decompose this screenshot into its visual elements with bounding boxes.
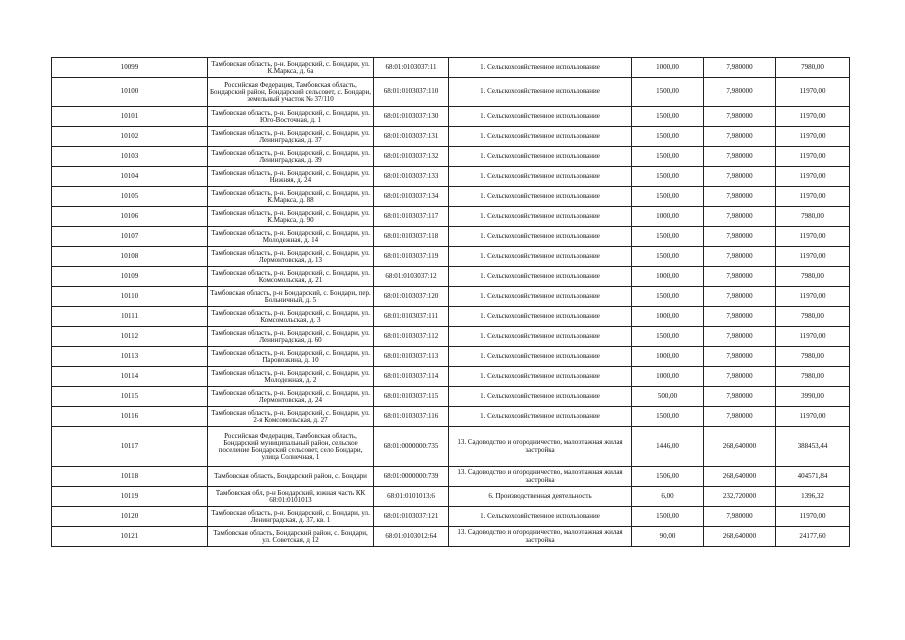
address-cell: Тамбовская область, р-н. Бондарский, с. Бондари, ул. 2-я Комсомольская, д. 27 <box>208 407 374 427</box>
address-cell: Тамбовская область, р-н. Бондарский, с. Бондари, ул. К.Маркса, д. 90 <box>208 207 374 227</box>
cadastral-value-cell: 11970,00 <box>776 167 850 187</box>
land-use-cell: 1. Сельскохозяйственное использование <box>449 347 632 367</box>
table-row <box>52 327 850 347</box>
row-id-cell: 10109 <box>52 267 208 287</box>
cadastral-value-cell: 11970,00 <box>776 187 850 207</box>
table-row <box>52 347 850 367</box>
specific-value-cell: 7,980000 <box>704 58 776 78</box>
row-id-cell: 10113 <box>52 347 208 367</box>
table-row <box>52 307 850 327</box>
row-id-cell: 10120 <box>52 507 208 527</box>
specific-value-cell: 7,980000 <box>704 327 776 347</box>
area-cell: 1500,00 <box>632 407 704 427</box>
area-cell: 1500,00 <box>632 147 704 167</box>
cadastral-value-table-page <box>51 57 849 547</box>
area-cell: 1500,00 <box>632 327 704 347</box>
land-use-cell: 1. Сельскохозяйственное использование <box>449 227 632 247</box>
row-id-cell: 10117 <box>52 427 208 467</box>
row-id-cell: 10110 <box>52 287 208 307</box>
specific-value-cell: 7,980000 <box>704 507 776 527</box>
row-id-cell: 10116 <box>52 407 208 427</box>
cadastral-number-cell: 68:01:0103037:11 <box>374 58 449 78</box>
land-use-cell: 1. Сельскохозяйственное использование <box>449 207 632 227</box>
land-use-cell: 1. Сельскохозяйственное использование <box>449 247 632 267</box>
land-use-cell: 6. Производственная деятельность <box>449 487 632 507</box>
area-cell: 1000,00 <box>632 207 704 227</box>
area-cell: 6,00 <box>632 487 704 507</box>
row-id-cell: 10114 <box>52 367 208 387</box>
address-cell: Тамбовская область, р-н. Бондарский, с. Бондари, ул. Комсомольская, д. 21 <box>208 267 374 287</box>
area-cell: 1500,00 <box>632 127 704 147</box>
cadastral-value-cell: 3990,00 <box>776 387 850 407</box>
cadastral-value-cell: 388453,44 <box>776 427 850 467</box>
row-id-cell: 10104 <box>52 167 208 187</box>
table-row <box>52 427 850 467</box>
land-use-cell: 1. Сельскохозяйственное использование <box>449 507 632 527</box>
row-id-cell: 10099 <box>52 58 208 78</box>
area-cell: 1500,00 <box>632 507 704 527</box>
row-id-cell: 10118 <box>52 467 208 487</box>
cadastral-value-cell: 11970,00 <box>776 127 850 147</box>
cadastral-number-cell: 68:01:0000000:735 <box>374 427 449 467</box>
cadastral-value-cell: 11970,00 <box>776 507 850 527</box>
row-id-cell: 10105 <box>52 187 208 207</box>
cadastral-value-cell: 11970,00 <box>776 107 850 127</box>
address-cell: Тамбовская область, р-н. Бондарский, с. Бондари, ул. Паровозкина, д. 10 <box>208 347 374 367</box>
table-row <box>52 227 850 247</box>
land-use-cell: 1. Сельскохозяйственное использование <box>449 367 632 387</box>
area-cell: 1500,00 <box>632 187 704 207</box>
land-use-cell: 1. Сельскохозяйственное использование <box>449 287 632 307</box>
address-cell: Тамбовская область, р-н. Бондарский, с. Бондари, ул. Молодежная, д. 14 <box>208 227 374 247</box>
table-row <box>52 387 850 407</box>
land-use-cell: 1. Сельскохозяйственное использование <box>449 327 632 347</box>
land-use-cell: 1. Сельскохозяйственное использование <box>449 167 632 187</box>
specific-value-cell: 7,980000 <box>704 367 776 387</box>
cadastral-value-cell: 7980,00 <box>776 347 850 367</box>
specific-value-cell: 7,980000 <box>704 387 776 407</box>
area-cell: 1500,00 <box>632 227 704 247</box>
specific-value-cell: 7,980000 <box>704 267 776 287</box>
row-id-cell: 10112 <box>52 327 208 347</box>
cadastral-number-cell: 68:01:0103037:134 <box>374 187 449 207</box>
cadastral-number-cell: 68:01:0103037:119 <box>374 247 449 267</box>
land-use-cell: 1. Сельскохозяйственное использование <box>449 407 632 427</box>
table-row <box>52 507 850 527</box>
specific-value-cell: 7,980000 <box>704 187 776 207</box>
cadastral-number-cell: 68:01:0103037:132 <box>374 147 449 167</box>
address-cell: Тамбовская область, р-н. Бондарский, с. Бондари, ул. Ленинградская, д. 60 <box>208 327 374 347</box>
address-cell: Тамбовская область, р-н. Бондарский, с. Бондари, ул. Ленинградская, д. 37, кв. 1 <box>208 507 374 527</box>
cadastral-value-cell: 24177,60 <box>776 527 850 547</box>
row-id-cell: 10119 <box>52 487 208 507</box>
area-cell: 1506,00 <box>632 467 704 487</box>
address-cell: Тамбовская область, р-н. Бондарский, с. Бондари, ул. Комсомольская, д. 3 <box>208 307 374 327</box>
cadastral-number-cell: 68:01:0103037:130 <box>374 107 449 127</box>
cadastral-number-cell: 68:01:0101013:6 <box>374 487 449 507</box>
cadastral-number-cell: 68:01:0103037:116 <box>374 407 449 427</box>
table-row <box>52 267 850 287</box>
specific-value-cell: 7,980000 <box>704 147 776 167</box>
cadastral-value-cell: 7980,00 <box>776 267 850 287</box>
table-row <box>52 487 850 507</box>
table-row <box>52 167 850 187</box>
area-cell: 1000,00 <box>632 58 704 78</box>
land-use-cell: 1. Сельскохозяйственное использование <box>449 127 632 147</box>
land-use-cell: 1. Сельскохозяйственное использование <box>449 387 632 407</box>
row-id-cell: 10106 <box>52 207 208 227</box>
land-use-cell: 13. Садоводство и огородничество, малоэтажная жилая застройка <box>449 427 632 467</box>
cadastral-number-cell: 68:01:0103037:12 <box>374 267 449 287</box>
specific-value-cell: 232,720000 <box>704 487 776 507</box>
area-cell: 1446,00 <box>632 427 704 467</box>
area-cell: 1500,00 <box>632 167 704 187</box>
table-row <box>52 147 850 167</box>
area-cell: 1000,00 <box>632 347 704 367</box>
specific-value-cell: 7,980000 <box>704 347 776 367</box>
area-cell: 1500,00 <box>632 247 704 267</box>
row-id-cell: 10111 <box>52 307 208 327</box>
address-cell: Тамбовская область, р-н. Бондарский, с. Бондари, ул. Молодежная, д. 2 <box>208 367 374 387</box>
row-id-cell: 10115 <box>52 387 208 407</box>
cadastral-value-cell: 7980,00 <box>776 307 850 327</box>
area-cell: 500,00 <box>632 387 704 407</box>
area-cell: 1500,00 <box>632 78 704 107</box>
address-cell: Тамбовская область, р-н. Бондарский, с. Бондари, ул. К.Маркса, д. 6а <box>208 58 374 78</box>
address-cell: Тамбовская область, р-н. Бондарский, с. Бондари, ул. Ленинградская, д. 37 <box>208 127 374 147</box>
cadastral-value-cell: 11970,00 <box>776 327 850 347</box>
specific-value-cell: 7,980000 <box>704 307 776 327</box>
land-use-cell: 1. Сельскохозяйственное использование <box>449 147 632 167</box>
specific-value-cell: 7,980000 <box>704 167 776 187</box>
area-cell: 90,00 <box>632 527 704 547</box>
row-id-cell: 10103 <box>52 147 208 167</box>
cadastral-number-cell: 68:01:0103037:112 <box>374 327 449 347</box>
cadastral-number-cell: 68:01:0103037:121 <box>374 507 449 527</box>
area-cell: 1500,00 <box>632 107 704 127</box>
cadastral-value-cell: 11970,00 <box>776 407 850 427</box>
cadastral-value-cell: 11970,00 <box>776 287 850 307</box>
table-row <box>52 187 850 207</box>
specific-value-cell: 7,980000 <box>704 227 776 247</box>
cadastral-number-cell: 68:01:0103037:120 <box>374 287 449 307</box>
address-cell: Тамбовская область, р-н. Бондарский, с. Бондари, ул. Ленинградская, д. 39 <box>208 147 374 167</box>
specific-value-cell: 7,980000 <box>704 207 776 227</box>
cadastral-value-cell: 11970,00 <box>776 78 850 107</box>
table-row <box>52 107 850 127</box>
table-row <box>52 78 850 107</box>
address-cell: Тамбовская область, р-н. Бондарский, с. Бондари, ул. Лермонтовская, д. 24 <box>208 387 374 407</box>
address-cell: Тамбовская область, Бондарский район, с. Бондари, ул. Советская, д 12 <box>208 527 374 547</box>
land-use-cell: 1. Сельскохозяйственное использование <box>449 58 632 78</box>
table-row <box>52 367 850 387</box>
cadastral-value-cell: 404571,84 <box>776 467 850 487</box>
cadastral-number-cell: 68:01:0103037:113 <box>374 347 449 367</box>
cadastral-number-cell: 68:01:0000000:739 <box>374 467 449 487</box>
cadastral-number-cell: 68:01:0103037:118 <box>374 227 449 247</box>
specific-value-cell: 7,980000 <box>704 247 776 267</box>
cadastral-value-cell: 11970,00 <box>776 147 850 167</box>
cadastral-value-cell: 11970,00 <box>776 227 850 247</box>
row-id-cell: 10121 <box>52 527 208 547</box>
row-id-cell: 10107 <box>52 227 208 247</box>
table-row <box>52 527 850 547</box>
table-body <box>52 58 850 547</box>
cadastral-number-cell: 68:01:0103037:115 <box>374 387 449 407</box>
table-row <box>52 467 850 487</box>
land-use-cell: 13. Садоводство и огородничество, малоэтажная жилая застройка <box>449 527 632 547</box>
area-cell: 1000,00 <box>632 367 704 387</box>
address-cell: Тамбовская область, р-н. Бондарский, с. Бондари, ул. Нижняя, д. 24 <box>208 167 374 187</box>
table-row <box>52 58 850 78</box>
specific-value-cell: 7,980000 <box>704 78 776 107</box>
area-cell: 1000,00 <box>632 267 704 287</box>
land-use-cell: 1. Сельскохозяйственное использование <box>449 267 632 287</box>
area-cell: 1000,00 <box>632 307 704 327</box>
row-id-cell: 10101 <box>52 107 208 127</box>
cadastral-value-cell: 7980,00 <box>776 207 850 227</box>
cadastral-number-cell: 68:01:0103037:110 <box>374 78 449 107</box>
table-row <box>52 127 850 147</box>
cadastral-number-cell: 68:01:0103012:64 <box>374 527 449 547</box>
cadastral-number-cell: 68:01:0103037:133 <box>374 167 449 187</box>
land-use-cell: 1. Сельскохозяйственное использование <box>449 107 632 127</box>
address-cell: Тамбовская область, Бондарский район, с. Бондари <box>208 467 374 487</box>
address-cell: Российская Федерация, Тамбовская область, Бондарский район, Бондарский сельсовет, с. Бондари, земельный участок № 37/110 <box>208 78 374 107</box>
specific-value-cell: 7,980000 <box>704 407 776 427</box>
cadastral-value-cell: 7980,00 <box>776 58 850 78</box>
table-row <box>52 287 850 307</box>
address-cell: Тамбовская область, р-н. Бондарский, с. Бондари, ул. К.Маркса, д. 88 <box>208 187 374 207</box>
table-row <box>52 247 850 267</box>
specific-value-cell: 7,980000 <box>704 127 776 147</box>
address-cell: Тамбовская область, р-н Бондарский, с. Бондари, пер. Больничный, д. 5 <box>208 287 374 307</box>
cadastral-value-table <box>51 57 850 547</box>
land-use-cell: 1. Сельскохозяйственное использование <box>449 78 632 107</box>
land-use-cell: 1. Сельскохозяйственное использование <box>449 187 632 207</box>
specific-value-cell: 268,640000 <box>704 467 776 487</box>
cadastral-value-cell: 1396,32 <box>776 487 850 507</box>
row-id-cell: 10108 <box>52 247 208 267</box>
specific-value-cell: 268,640000 <box>704 527 776 547</box>
cadastral-value-cell: 11970,00 <box>776 247 850 267</box>
cadastral-value-cell: 7980,00 <box>776 367 850 387</box>
specific-value-cell: 7,980000 <box>704 287 776 307</box>
land-use-cell: 1. Сельскохозяйственное использование <box>449 307 632 327</box>
specific-value-cell: 268,640000 <box>704 427 776 467</box>
address-cell: Российская Федерация, Тамбовская область, Бондарский муниципальный район, сельское поселение Бондарский сельсовет, село Бондари, улица Солнечная, 1 <box>208 427 374 467</box>
specific-value-cell: 7,980000 <box>704 107 776 127</box>
address-cell: Тамбовская область, р-н. Бондарский, с. Бондари, ул. Юго-Восточная, д. 1 <box>208 107 374 127</box>
area-cell: 1500,00 <box>632 287 704 307</box>
cadastral-number-cell: 68:01:0103037:114 <box>374 367 449 387</box>
land-use-cell: 13. Садоводство и огородничество, малоэтажная жилая застройка <box>449 467 632 487</box>
cadastral-number-cell: 68:01:0103037:117 <box>374 207 449 227</box>
table-row <box>52 407 850 427</box>
row-id-cell: 10102 <box>52 127 208 147</box>
table-row <box>52 207 850 227</box>
row-id-cell: 10100 <box>52 78 208 107</box>
cadastral-number-cell: 68:01:0103037:131 <box>374 127 449 147</box>
address-cell: Тамбовская обл, р-н Бондарский, южная часть КК 68:01:0101013 <box>208 487 374 507</box>
cadastral-number-cell: 68:01:0103037:111 <box>374 307 449 327</box>
address-cell: Тамбовская область, р-н. Бондарский, с. Бондари, ул. Лермонтовская, д. 13 <box>208 247 374 267</box>
